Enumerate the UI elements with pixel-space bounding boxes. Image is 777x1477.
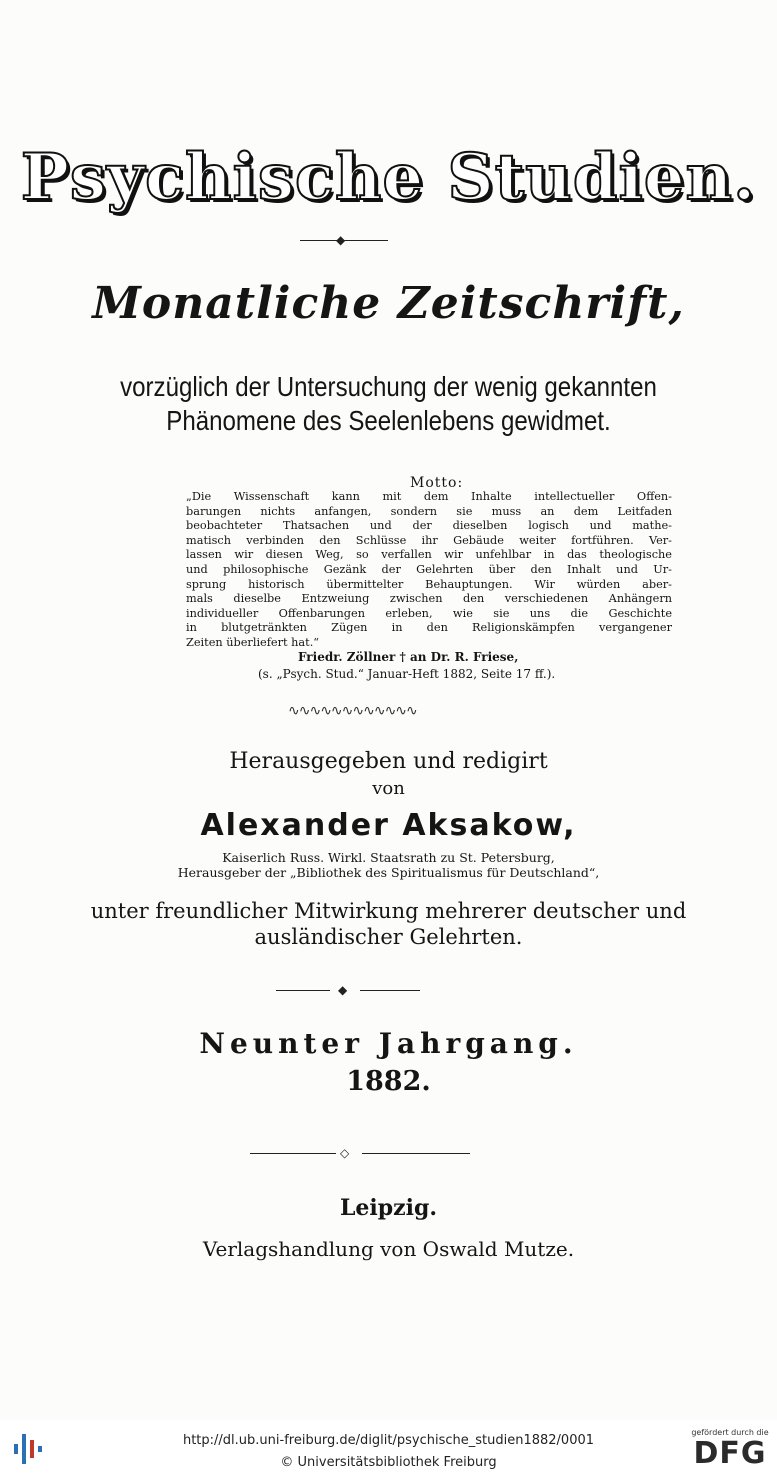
- ornament-rule-3-left: [250, 1153, 336, 1154]
- motto-line: mals dieselbe Entzweiung zwischen den verschiedenen Anhängern: [186, 592, 672, 606]
- motto-line: matisch verbinden den Schlüsse ihr Gebäude weiter fortführen. Ver-: [186, 533, 672, 547]
- journal-subtitle-fraktur: Monatliche Zeitschrift,: [92, 278, 685, 329]
- journal-title: Psychische Studien.: [20, 140, 757, 215]
- editor-von: von: [372, 778, 405, 799]
- motto-line: sprung historisch übermittelter Behauptungen. Wir würden aber-: [186, 577, 672, 591]
- journal-description: [54, 370, 722, 438]
- ornament-diamond-icon: ◆: [336, 233, 346, 247]
- motto-reference: (s. „Psych. Stud.“ Januar-Heft 1882, Seite 17 ff.).: [258, 667, 556, 681]
- dfg-funded-text: gefördert durch die: [691, 1428, 769, 1437]
- dfg-logo-text: DFG: [693, 1436, 767, 1471]
- motto-line: und philosophische Gezänk der Gelehrten über den Inhalt und Ur-: [186, 562, 672, 576]
- editor-affiliation: [0, 850, 777, 880]
- imprint-city: Leipzig.: [339, 1195, 438, 1221]
- affiliation-line-1: Kaiserlich Russ. Wirkl. Staatsrath zu St. Petersburg,: [222, 850, 555, 865]
- description-line-1: vorzüglich der Untersuchung der wenig gekannten: [120, 371, 657, 402]
- motto-line: lassen wir diesen Weg, so verfallen wir unfehlbar in das theologische: [186, 548, 672, 562]
- ornament-knot-icon: ◇: [340, 1146, 350, 1160]
- viewer-footer: [0, 1420, 777, 1477]
- motto-line: in blutgetränkten Zügen in den Religionskämpfen vergangener: [186, 621, 672, 635]
- ornament-fleuron-icon: ◆: [338, 983, 348, 997]
- ornament-rule-2-right: [360, 990, 420, 991]
- cooperation-line-1: unter freundlicher Mitwirkung mehrerer deutscher und: [90, 899, 687, 923]
- motto-line: barungen nichts anfangen, sondern sie muss an dem Leitfaden: [186, 504, 672, 518]
- wave-ornament-icon: ∿∿∿∿∿∿∿∿∿∿∿∿: [288, 703, 417, 719]
- cooperation-line-2: ausländischer Gelehrten.: [254, 925, 523, 949]
- ornament-rule-3-right: [362, 1153, 470, 1154]
- motto-line: Zeiten überliefert hat.“: [186, 635, 320, 649]
- affiliation-line-2: Herausgeber der „Bibliothek des Spiritualismus für Deutschland“,: [177, 865, 600, 880]
- motto-label: Motto:: [410, 475, 464, 491]
- imprint-publisher: Verlagshandlung von Oswald Mutze.: [202, 1237, 575, 1261]
- volume-label: Neunter Jahrgang.: [199, 1027, 578, 1060]
- motto-line: „Die Wissenschaft kann mit dem Inhalte intellectueller Offen-: [186, 490, 672, 503]
- document-url-link[interactable]: http://dl.ub.uni-freiburg.de/diglit/psychische_studien1882/0001: [182, 1433, 595, 1448]
- volume-year: 1882.: [346, 1066, 431, 1097]
- dfg-logo: [691, 1428, 769, 1470]
- cooperation-text: [0, 898, 777, 950]
- editor-intro: Herausgegeben und redigirt: [229, 749, 548, 774]
- motto-text: [186, 490, 672, 651]
- copyright-text: © Universitätsbibliothek Freiburg: [280, 1455, 497, 1470]
- ornament-rule-2-left: [276, 990, 330, 991]
- motto-signature: Friedr. Zöllner † an Dr. R. Friese,: [298, 650, 519, 664]
- description-line-2: Phänomene des Seelenlebens gewidmet.: [166, 405, 611, 436]
- editor-name: Alexander Aksakow,: [200, 808, 577, 843]
- motto-line: individueller Offenbarungen erleben, wie sie uns die Geschichte: [186, 606, 672, 620]
- motto-line: beobachteter Thatsachen und der dieselben logisch und mathe-: [186, 519, 672, 533]
